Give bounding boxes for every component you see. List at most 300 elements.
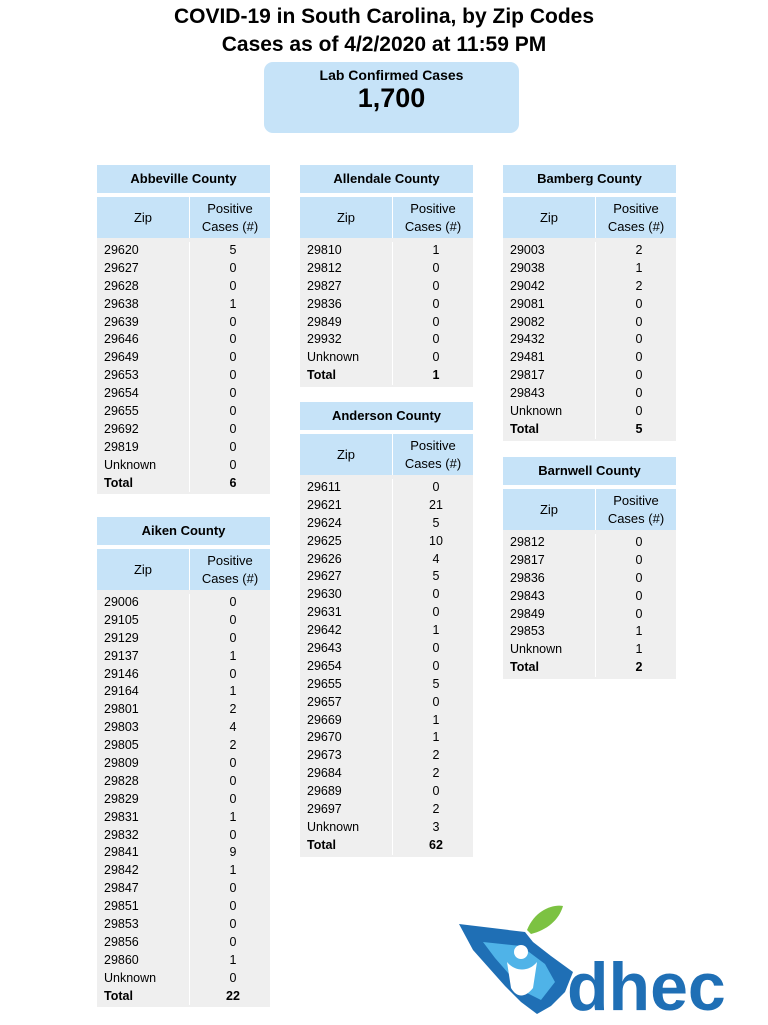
positive-cases-cell: 0 bbox=[635, 552, 643, 567]
positive-cases-cell: 0 bbox=[229, 332, 237, 347]
zip-cell: 29081 bbox=[503, 296, 596, 314]
table-row bbox=[300, 586, 473, 604]
table-row bbox=[97, 439, 270, 457]
positive-cases-column-header: Positive Cases (#) bbox=[201, 200, 259, 234]
title-line-2: Cases as of 4/2/2020 at 11:59 PM bbox=[221, 33, 547, 56]
zip-cell: 29481 bbox=[503, 349, 596, 367]
zip-cell: 29129 bbox=[97, 630, 190, 648]
zip-cell: 29655 bbox=[300, 676, 393, 694]
positive-cases-cell: 0 bbox=[635, 368, 643, 383]
table-row bbox=[97, 385, 270, 403]
table-row bbox=[503, 314, 676, 332]
positive-cases-cell: 0 bbox=[229, 666, 237, 681]
zip-cell: 29137 bbox=[97, 648, 190, 666]
zip-cell: 29836 bbox=[300, 296, 393, 314]
zip-cell: 29643 bbox=[300, 640, 393, 658]
positive-cases-cell: 0 bbox=[635, 296, 643, 311]
zip-cell: 29082 bbox=[503, 314, 596, 332]
positive-cases-cell: 62 bbox=[429, 837, 443, 852]
zip-cell: 29164 bbox=[97, 683, 190, 701]
positive-cases-cell: 0 bbox=[229, 314, 237, 329]
zip-cell: Total bbox=[503, 421, 596, 439]
table-row bbox=[97, 296, 270, 314]
positive-cases-cell: 0 bbox=[432, 314, 440, 329]
positive-cases-cell: 4 bbox=[432, 551, 440, 566]
zip-cell: 29654 bbox=[300, 658, 393, 676]
positive-cases-cell: 2 bbox=[635, 660, 643, 675]
positive-cases-cell: 0 bbox=[432, 350, 440, 365]
positive-cases-cell: 0 bbox=[229, 791, 237, 806]
zip-cell: 29621 bbox=[300, 497, 393, 515]
zip-cell: 29809 bbox=[97, 755, 190, 773]
zip-cell: 29849 bbox=[503, 606, 596, 624]
zip-cell: 29847 bbox=[97, 880, 190, 898]
table-row bbox=[503, 367, 676, 385]
table-row bbox=[97, 916, 270, 934]
positive-cases-cell: 0 bbox=[229, 756, 237, 771]
total-row bbox=[300, 367, 473, 385]
positive-cases-cell: 1 bbox=[229, 684, 237, 699]
table-row bbox=[300, 729, 473, 747]
positive-cases-column-header: Positive Cases (#) bbox=[201, 552, 259, 586]
column-header bbox=[503, 489, 676, 530]
county-rows bbox=[503, 530, 676, 679]
table-row bbox=[97, 827, 270, 845]
zip-cell: Total bbox=[300, 837, 393, 855]
zip-cell: 29810 bbox=[300, 242, 393, 260]
total-row bbox=[503, 421, 676, 439]
county-rows bbox=[300, 238, 473, 387]
table-row bbox=[300, 314, 473, 332]
positive-cases-cell: 1 bbox=[432, 623, 440, 638]
zip-cell: 29003 bbox=[503, 242, 596, 260]
zip-cell: 29620 bbox=[97, 242, 190, 260]
positive-cases-cell: 10 bbox=[429, 533, 443, 548]
table-row bbox=[97, 403, 270, 421]
zip-cell: Total bbox=[97, 988, 190, 1006]
zip-cell: 29653 bbox=[97, 367, 190, 385]
table-row bbox=[300, 533, 473, 551]
table-row bbox=[300, 658, 473, 676]
zip-column-header: Zip bbox=[300, 434, 393, 475]
zip-cell: 29841 bbox=[97, 844, 190, 862]
county-rows bbox=[97, 590, 270, 1007]
zip-cell: Unknown bbox=[97, 457, 190, 475]
zip-cell: 29432 bbox=[503, 331, 596, 349]
county-table-aiken bbox=[97, 517, 270, 1007]
total-row bbox=[97, 475, 270, 493]
zip-cell: 29819 bbox=[97, 439, 190, 457]
county-name: Anderson County bbox=[300, 402, 473, 430]
zip-cell: 29611 bbox=[300, 479, 393, 497]
zip-cell: Unknown bbox=[97, 970, 190, 988]
table-row bbox=[503, 349, 676, 367]
positive-cases-cell: 0 bbox=[432, 480, 440, 494]
positive-cases-cell: 0 bbox=[229, 404, 237, 419]
county-table-abbeville bbox=[97, 165, 270, 494]
table-row bbox=[503, 278, 676, 296]
zip-cell: 29829 bbox=[97, 791, 190, 809]
zip-cell: 29805 bbox=[97, 737, 190, 755]
table-row bbox=[300, 640, 473, 658]
zip-cell: 29860 bbox=[97, 952, 190, 970]
table-row bbox=[503, 588, 676, 606]
table-row bbox=[300, 568, 473, 586]
zip-cell: Total bbox=[503, 659, 596, 677]
table-row bbox=[503, 385, 676, 403]
positive-cases-cell: 0 bbox=[229, 899, 237, 914]
positive-cases-cell: 0 bbox=[635, 535, 643, 549]
county-table-allendale bbox=[300, 165, 473, 387]
table-row bbox=[300, 765, 473, 783]
zip-cell: 29832 bbox=[97, 827, 190, 845]
zip-cell: 29843 bbox=[503, 588, 596, 606]
positive-cases-cell: 1 bbox=[229, 296, 237, 311]
table-row bbox=[300, 479, 473, 497]
table-row bbox=[503, 296, 676, 314]
county-name: Allendale County bbox=[300, 165, 473, 193]
zip-cell: 29006 bbox=[97, 594, 190, 612]
table-row bbox=[300, 349, 473, 367]
zip-cell: 29628 bbox=[97, 278, 190, 296]
zip-cell: Unknown bbox=[300, 819, 393, 837]
zip-cell: 29803 bbox=[97, 719, 190, 737]
positive-cases-column-header: Positive Cases (#) bbox=[404, 200, 462, 234]
positive-cases-cell: 0 bbox=[229, 970, 237, 985]
zip-cell: 29639 bbox=[97, 314, 190, 332]
table-row bbox=[97, 683, 270, 701]
zip-cell: Unknown bbox=[300, 349, 393, 367]
positive-cases-cell: 0 bbox=[229, 827, 237, 842]
zip-cell: 29812 bbox=[300, 260, 393, 278]
zip-cell: Unknown bbox=[503, 403, 596, 421]
positive-cases-cell: 5 bbox=[432, 676, 440, 691]
positive-cases-cell: 0 bbox=[229, 934, 237, 949]
table-row bbox=[97, 934, 270, 952]
positive-cases-cell: 1 bbox=[432, 243, 440, 257]
table-row bbox=[300, 622, 473, 640]
zip-cell: 29624 bbox=[300, 515, 393, 533]
zip-cell: 29646 bbox=[97, 331, 190, 349]
table-row bbox=[97, 331, 270, 349]
zip-cell: 29817 bbox=[503, 552, 596, 570]
table-row bbox=[97, 844, 270, 862]
positive-cases-cell: 0 bbox=[229, 612, 237, 627]
positive-cases-cell: 0 bbox=[432, 784, 440, 799]
county-name: Abbeville County bbox=[97, 165, 270, 193]
positive-cases-cell: 2 bbox=[432, 802, 440, 817]
positive-cases-column-header: Positive Cases (#) bbox=[404, 437, 462, 471]
positive-cases-cell: 0 bbox=[229, 368, 237, 383]
positive-cases-cell: 5 bbox=[432, 515, 440, 530]
positive-cases-cell: 0 bbox=[229, 457, 237, 472]
table-row bbox=[503, 260, 676, 278]
positive-cases-cell: 0 bbox=[432, 694, 440, 709]
positive-cases-cell: 0 bbox=[635, 404, 643, 419]
zip-column-header: Zip bbox=[97, 197, 190, 238]
table-row bbox=[97, 457, 270, 475]
table-row bbox=[503, 534, 676, 552]
table-row bbox=[300, 694, 473, 712]
zip-cell: 29627 bbox=[300, 568, 393, 586]
table-row bbox=[97, 612, 270, 630]
zip-cell: 29626 bbox=[300, 551, 393, 569]
table-row bbox=[300, 676, 473, 694]
positive-cases-cell: 2 bbox=[229, 738, 237, 753]
zip-cell: 29831 bbox=[97, 809, 190, 827]
zip-cell: 29849 bbox=[300, 314, 393, 332]
table-row bbox=[97, 719, 270, 737]
zip-cell: 29853 bbox=[97, 916, 190, 934]
column-header bbox=[300, 197, 473, 238]
positive-cases-cell: 0 bbox=[229, 917, 237, 932]
zip-cell: 29853 bbox=[503, 623, 596, 641]
zip-cell: 29670 bbox=[300, 729, 393, 747]
table-row bbox=[97, 666, 270, 684]
title-line-1: COVID-19 in South Carolina, by Zip Codes bbox=[173, 5, 595, 28]
zip-cell: 29801 bbox=[97, 701, 190, 719]
table-row bbox=[300, 747, 473, 765]
positive-cases-cell: 1 bbox=[432, 368, 440, 383]
total-row bbox=[503, 659, 676, 677]
zip-cell: 29827 bbox=[300, 278, 393, 296]
positive-cases-column-header: Positive Cases (#) bbox=[607, 200, 665, 234]
positive-cases-cell: 0 bbox=[229, 350, 237, 365]
zip-column-header: Zip bbox=[503, 489, 596, 530]
table-row bbox=[300, 515, 473, 533]
zip-cell: 29836 bbox=[503, 570, 596, 588]
zip-cell: 29630 bbox=[300, 586, 393, 604]
positive-cases-cell: 0 bbox=[229, 260, 237, 275]
lab-confirmed-summary bbox=[264, 62, 519, 133]
positive-cases-cell: 0 bbox=[432, 641, 440, 656]
table-row bbox=[97, 952, 270, 970]
positive-cases-cell: 0 bbox=[432, 278, 440, 293]
summary-label: Lab Confirmed Cases bbox=[319, 67, 464, 83]
positive-cases-cell: 1 bbox=[635, 260, 643, 275]
positive-cases-cell: 5 bbox=[229, 243, 237, 257]
table-row bbox=[97, 862, 270, 880]
county-name: Barnwell County bbox=[503, 457, 676, 485]
county-name: Aiken County bbox=[97, 517, 270, 545]
positive-cases-cell: 0 bbox=[229, 773, 237, 788]
table-row bbox=[97, 630, 270, 648]
positive-cases-cell: 0 bbox=[229, 278, 237, 293]
table-row bbox=[300, 296, 473, 314]
table-row bbox=[97, 594, 270, 612]
positive-cases-cell: 0 bbox=[229, 386, 237, 401]
positive-cases-cell: 0 bbox=[635, 314, 643, 329]
county-name: Bamberg County bbox=[503, 165, 676, 193]
zip-cell: Total bbox=[300, 367, 393, 385]
zip-cell: 29627 bbox=[97, 260, 190, 278]
positive-cases-cell: 9 bbox=[229, 845, 237, 860]
table-row bbox=[503, 641, 676, 659]
table-row bbox=[97, 970, 270, 988]
positive-cases-cell: 0 bbox=[635, 588, 643, 603]
positive-cases-cell: 0 bbox=[635, 332, 643, 347]
positive-cases-cell: 1 bbox=[229, 809, 237, 824]
table-row bbox=[300, 604, 473, 622]
zip-cell: 29042 bbox=[503, 278, 596, 296]
table-row bbox=[97, 349, 270, 367]
positive-cases-cell: 1 bbox=[635, 624, 643, 639]
positive-cases-cell: 0 bbox=[432, 658, 440, 673]
zip-cell: 29817 bbox=[503, 367, 596, 385]
table-row bbox=[503, 403, 676, 421]
zip-cell: 29105 bbox=[97, 612, 190, 630]
county-table-anderson bbox=[300, 402, 473, 857]
positive-cases-cell: 2 bbox=[432, 748, 440, 763]
column-header bbox=[503, 197, 676, 238]
table-row bbox=[97, 648, 270, 666]
total-row bbox=[97, 988, 270, 1006]
positive-cases-cell: 0 bbox=[432, 296, 440, 311]
table-row bbox=[97, 809, 270, 827]
positive-cases-cell: 2 bbox=[635, 243, 643, 257]
total-row bbox=[300, 837, 473, 855]
positive-cases-cell: 0 bbox=[432, 587, 440, 602]
table-row bbox=[300, 551, 473, 569]
zip-cell: 29649 bbox=[97, 349, 190, 367]
positive-cases-cell: 1 bbox=[229, 863, 237, 878]
zip-cell: 29692 bbox=[97, 421, 190, 439]
table-row bbox=[97, 242, 270, 260]
zip-cell: 29812 bbox=[503, 534, 596, 552]
zip-cell: 29697 bbox=[300, 801, 393, 819]
zip-cell: 29689 bbox=[300, 783, 393, 801]
positive-cases-cell: 2 bbox=[432, 766, 440, 781]
county-rows bbox=[300, 475, 473, 857]
table-row bbox=[503, 331, 676, 349]
county-rows bbox=[97, 238, 270, 494]
table-row bbox=[300, 783, 473, 801]
zip-cell: 29146 bbox=[97, 666, 190, 684]
zip-cell: 29654 bbox=[97, 385, 190, 403]
table-row bbox=[97, 421, 270, 439]
zip-column-header: Zip bbox=[300, 197, 393, 238]
zip-cell: 29038 bbox=[503, 260, 596, 278]
table-row bbox=[97, 773, 270, 791]
positive-cases-cell: 0 bbox=[229, 881, 237, 896]
positive-cases-cell: 0 bbox=[229, 421, 237, 436]
table-row bbox=[97, 314, 270, 332]
positive-cases-cell: 5 bbox=[432, 569, 440, 584]
zip-cell: 29842 bbox=[97, 862, 190, 880]
table-row bbox=[503, 570, 676, 588]
table-row bbox=[300, 497, 473, 515]
table-row bbox=[503, 242, 676, 260]
zip-cell: 29669 bbox=[300, 712, 393, 730]
table-row bbox=[300, 712, 473, 730]
positive-cases-cell: 22 bbox=[226, 988, 240, 1003]
table-row bbox=[300, 801, 473, 819]
positive-cases-cell: 1 bbox=[635, 642, 643, 657]
zip-cell: 29856 bbox=[97, 934, 190, 952]
table-row bbox=[97, 898, 270, 916]
county-table-bamberg bbox=[503, 165, 676, 441]
table-row bbox=[300, 242, 473, 260]
positive-cases-cell: 6 bbox=[229, 475, 237, 490]
table-row bbox=[97, 755, 270, 773]
page-title bbox=[0, 3, 768, 59]
zip-cell: 29638 bbox=[97, 296, 190, 314]
column-header bbox=[97, 197, 270, 238]
table-row bbox=[97, 367, 270, 385]
county-rows bbox=[503, 238, 676, 441]
table-row bbox=[300, 278, 473, 296]
county-table-barnwell bbox=[503, 457, 676, 679]
table-row bbox=[503, 552, 676, 570]
positive-cases-cell: 0 bbox=[432, 260, 440, 275]
zip-cell: 29932 bbox=[300, 331, 393, 349]
positive-cases-cell: 0 bbox=[635, 350, 643, 365]
positive-cases-cell: 0 bbox=[635, 386, 643, 401]
summary-value: 1,700 bbox=[357, 83, 426, 113]
zip-cell: Total bbox=[97, 475, 190, 493]
zip-cell: 29642 bbox=[300, 622, 393, 640]
table-row bbox=[97, 278, 270, 296]
positive-cases-cell: 1 bbox=[229, 952, 237, 967]
positive-cases-cell: 2 bbox=[229, 702, 237, 717]
positive-cases-cell: 0 bbox=[229, 595, 237, 609]
table-row bbox=[97, 737, 270, 755]
zip-cell: 29631 bbox=[300, 604, 393, 622]
table-row bbox=[300, 819, 473, 837]
table-row bbox=[503, 606, 676, 624]
zip-column-header: Zip bbox=[503, 197, 596, 238]
positive-cases-cell: 0 bbox=[229, 439, 237, 454]
table-row bbox=[300, 331, 473, 349]
column-header bbox=[97, 549, 270, 590]
table-row bbox=[503, 623, 676, 641]
positive-cases-cell: 1 bbox=[229, 648, 237, 663]
dhec-logo-text: dhec bbox=[567, 949, 726, 1020]
positive-cases-cell: 4 bbox=[229, 720, 237, 735]
positive-cases-cell: 1 bbox=[432, 730, 440, 745]
sc-state-logo-icon bbox=[455, 902, 755, 1020]
dhec-logo bbox=[455, 902, 755, 1020]
table-row bbox=[300, 260, 473, 278]
zip-cell: 29673 bbox=[300, 747, 393, 765]
zip-cell: 29851 bbox=[97, 898, 190, 916]
zip-cell: Unknown bbox=[503, 641, 596, 659]
zip-cell: 29843 bbox=[503, 385, 596, 403]
positive-cases-cell: 5 bbox=[635, 421, 643, 436]
positive-cases-cell: 0 bbox=[229, 630, 237, 645]
positive-cases-cell: 1 bbox=[432, 712, 440, 727]
positive-cases-cell: 2 bbox=[635, 278, 643, 293]
zip-cell: 29684 bbox=[300, 765, 393, 783]
positive-cases-cell: 0 bbox=[635, 570, 643, 585]
positive-cases-cell: 0 bbox=[432, 605, 440, 620]
positive-cases-cell: 21 bbox=[429, 497, 443, 512]
zip-cell: 29655 bbox=[97, 403, 190, 421]
zip-cell: 29828 bbox=[97, 773, 190, 791]
zip-cell: 29625 bbox=[300, 533, 393, 551]
table-row bbox=[97, 260, 270, 278]
positive-cases-cell: 0 bbox=[432, 332, 440, 347]
table-row bbox=[97, 791, 270, 809]
table-row bbox=[97, 701, 270, 719]
positive-cases-column-header: Positive Cases (#) bbox=[607, 492, 665, 526]
zip-column-header: Zip bbox=[97, 549, 190, 590]
positive-cases-cell: 0 bbox=[635, 606, 643, 621]
column-header bbox=[300, 434, 473, 475]
table-row bbox=[97, 880, 270, 898]
zip-cell: 29657 bbox=[300, 694, 393, 712]
positive-cases-cell: 3 bbox=[432, 819, 440, 834]
